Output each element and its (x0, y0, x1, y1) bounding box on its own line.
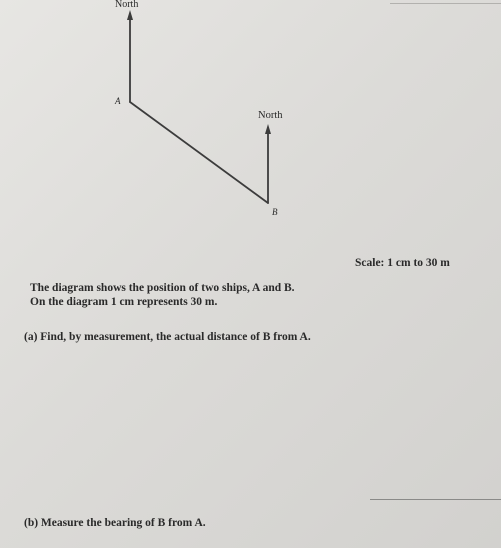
point-b-label: B (272, 207, 278, 217)
answer-line (370, 499, 501, 500)
point-a-label: A (115, 96, 121, 106)
ships-diagram (0, 0, 501, 240)
north-arrow-a-icon (127, 10, 133, 20)
north-label-b: North (258, 110, 283, 121)
north-label-a: North (115, 0, 139, 10)
intro-line-1: The diagram shows the position of two ships, A and B. (30, 282, 295, 294)
north-arrow-b-icon (265, 124, 271, 134)
line-a-to-b (130, 102, 268, 203)
intro-line-2: On the diagram 1 cm represents 30 m. (30, 296, 218, 308)
question-b: (b) Measure the bearing of B from A. (24, 517, 206, 529)
question-a: (a) Find, by measurement, the actual distance of B from A. (24, 331, 311, 343)
scale-label: Scale: 1 cm to 30 m (355, 257, 450, 269)
